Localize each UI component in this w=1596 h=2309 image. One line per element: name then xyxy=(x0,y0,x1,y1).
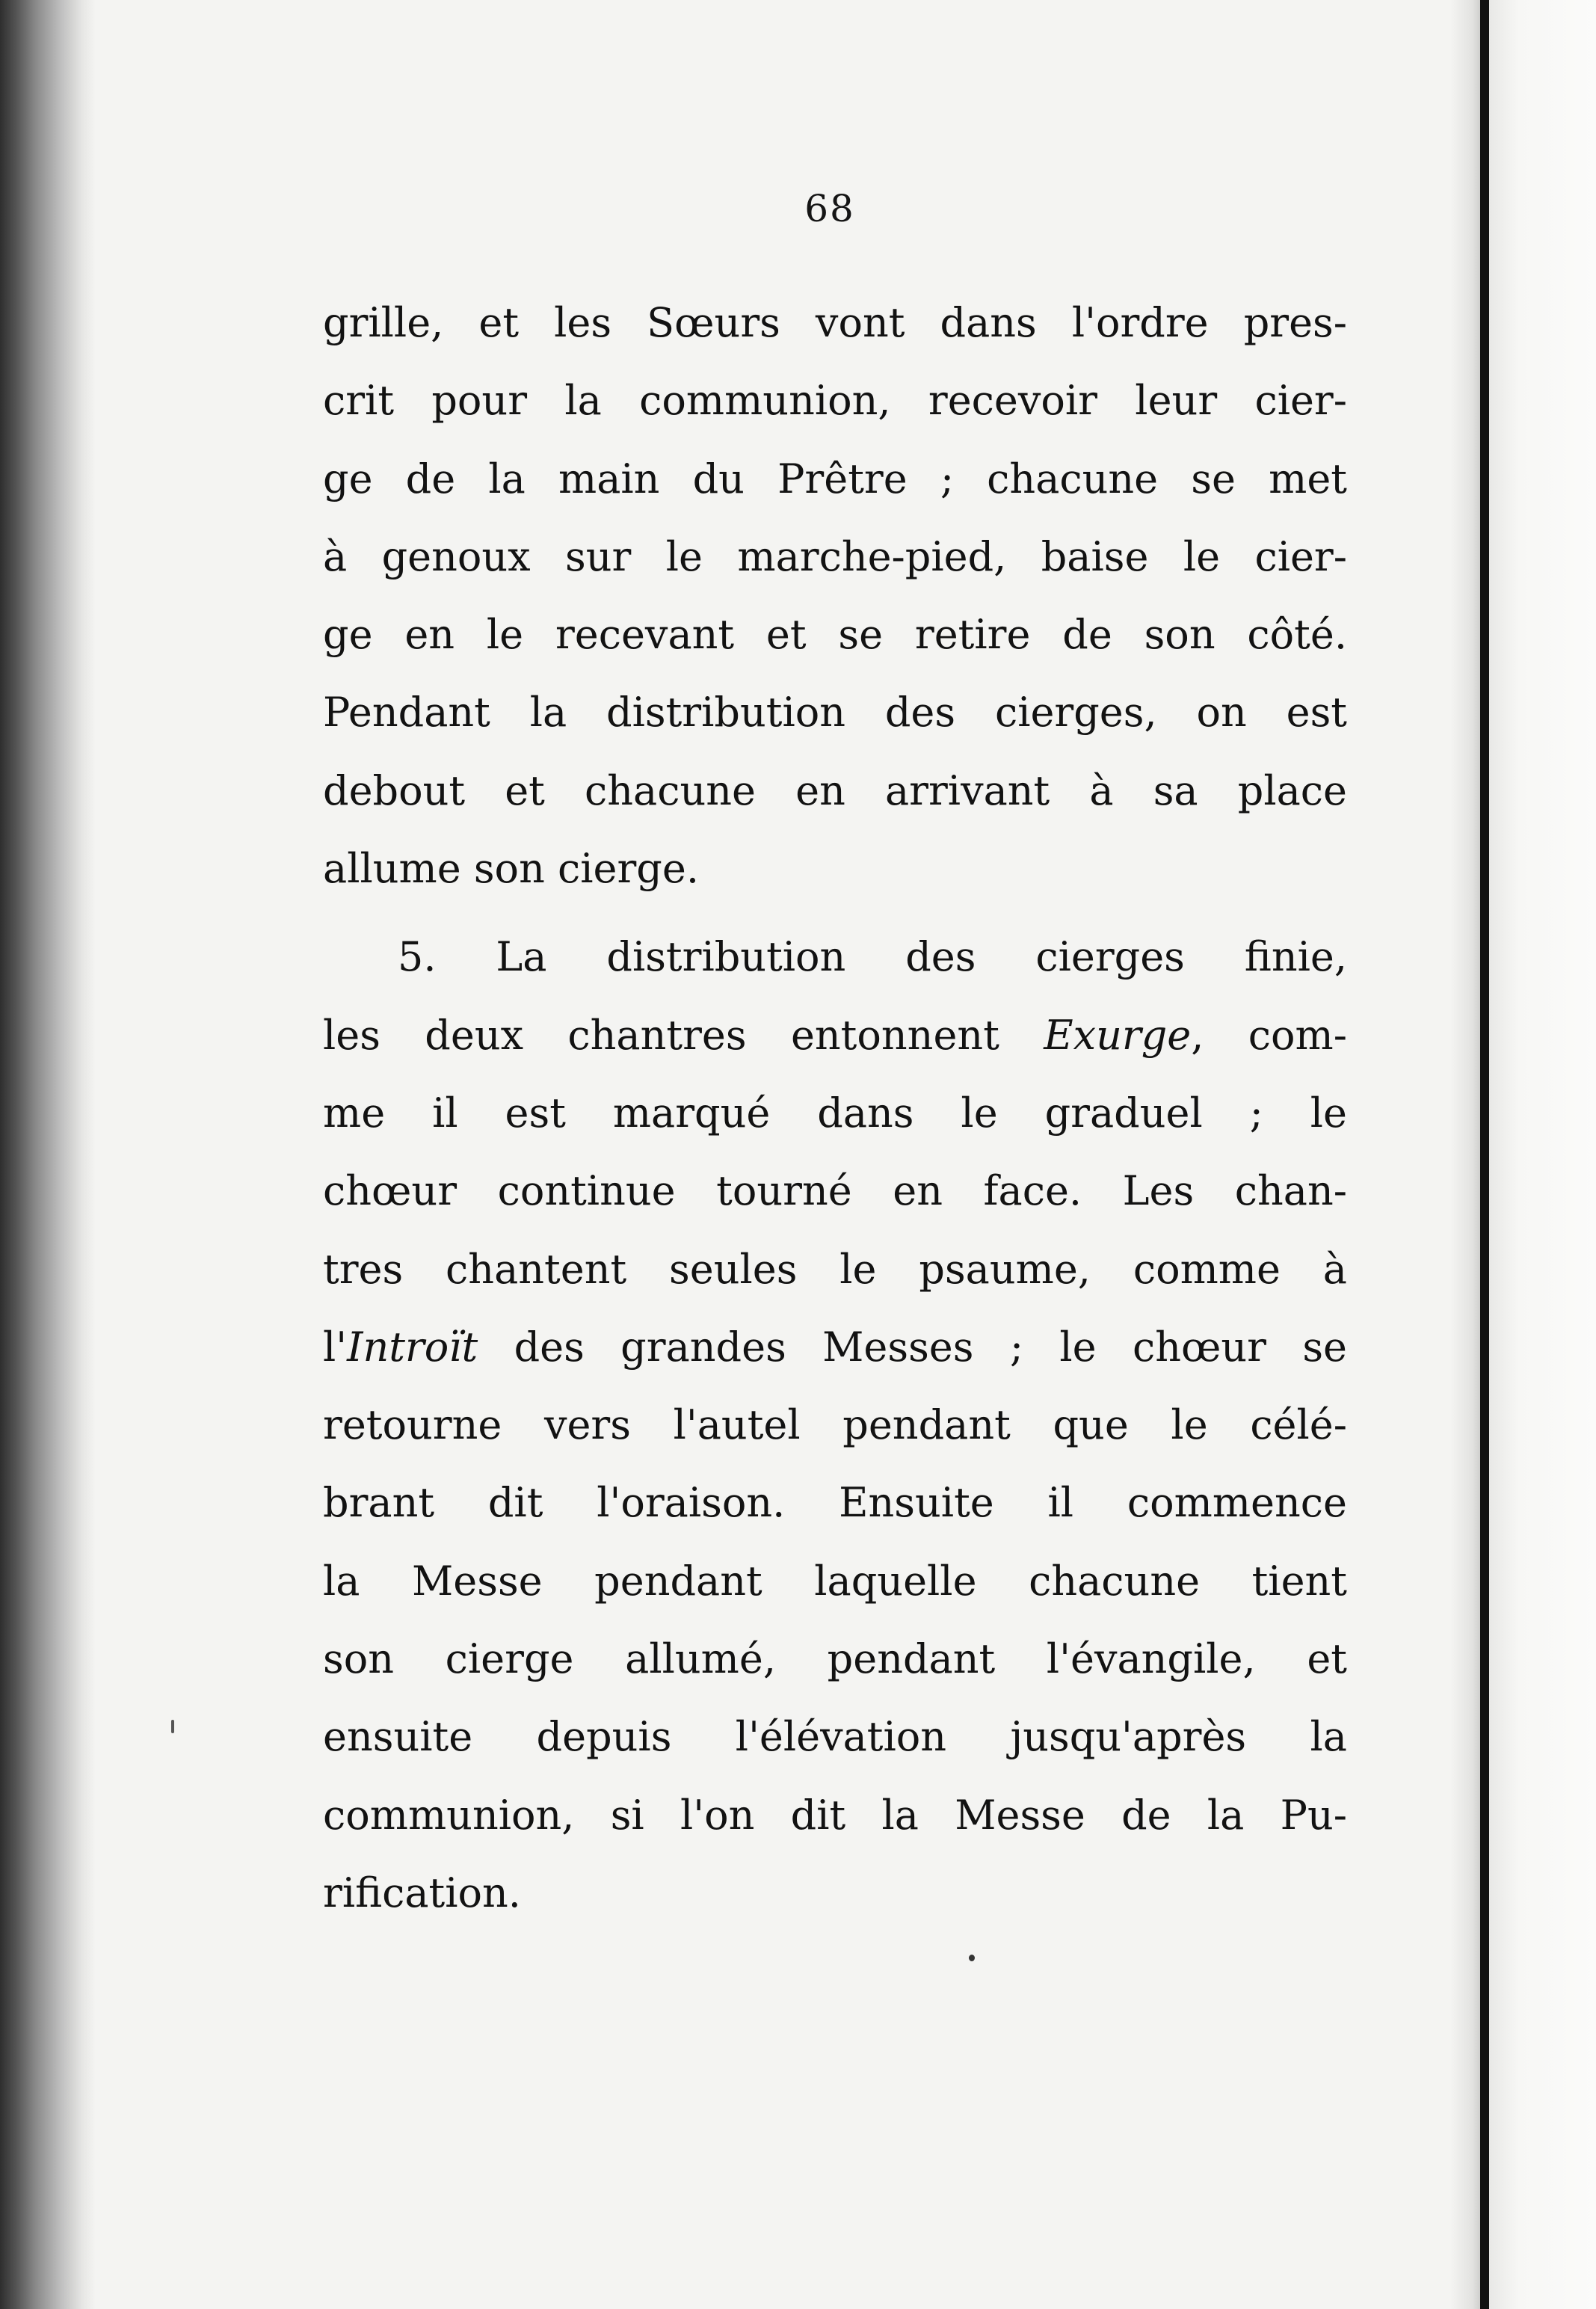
text-line xyxy=(323,1464,1347,1542)
text-line xyxy=(323,440,1347,518)
text-segment: chœur continue tourné en face. Les chan- xyxy=(323,1167,1347,1215)
italic-text: Exurge xyxy=(1044,1011,1192,1059)
text-line xyxy=(323,1620,1347,1698)
text-segment: les deux chantres entonnent xyxy=(323,1011,1044,1059)
scan-right-margin xyxy=(1489,0,1596,2309)
text-segment: la Messe pendant laquelle chacune tient xyxy=(323,1557,1347,1605)
text-line xyxy=(323,596,1347,674)
text-segment: des grandes Messes ; le chœur se xyxy=(478,1323,1347,1371)
text-segment: communion, si l'on dit la Messe de la Pu- xyxy=(323,1791,1347,1839)
text-segment: crit pour la communion, recevoir leur cier- xyxy=(323,377,1347,425)
text-segment: brant dit l'oraison. Ensuite il commence xyxy=(323,1479,1347,1527)
text-segment: , com- xyxy=(1191,1011,1347,1059)
text-segment: allume son cierge. xyxy=(323,845,699,893)
text-line xyxy=(323,1854,1347,1932)
paragraph-gap xyxy=(323,908,1347,918)
text-segment: ge en le recevant et se retire de son côté. xyxy=(323,611,1347,659)
text-line xyxy=(323,674,1347,751)
text-line xyxy=(323,1777,1347,1854)
text-segment: me il est marqué dans le graduel ; le xyxy=(323,1089,1347,1137)
text-segment: 5. La distribution des cierges finie, xyxy=(398,933,1347,981)
text-line xyxy=(323,1074,1347,1152)
text-line xyxy=(323,997,1347,1074)
body-text xyxy=(323,284,1347,1932)
text-line xyxy=(323,1386,1347,1464)
text-line xyxy=(323,1231,1347,1309)
text-segment: retourne vers l'autel pendant que le célé- xyxy=(323,1401,1347,1449)
text-segment: ge de la main du Prêtre ; chacune se met xyxy=(323,455,1347,502)
ink-speck xyxy=(969,1955,975,1961)
text-segment: grille, et les Sœurs vont dans l'ordre pres- xyxy=(323,299,1347,346)
text-segment: l' xyxy=(323,1323,348,1371)
text-segment: tres chantent seules le psaume, comme à xyxy=(323,1245,1347,1293)
text-line xyxy=(323,284,1347,362)
text-line xyxy=(323,752,1347,830)
text-segment: rification. xyxy=(323,1869,521,1916)
page-number: 68 xyxy=(804,187,855,230)
text-segment: Pendant la distribution des cierges, on est xyxy=(323,689,1347,737)
text-line xyxy=(323,830,1347,908)
text-line xyxy=(323,1543,1347,1620)
text-line xyxy=(323,362,1347,440)
text-segment: son cierge allumé, pendant l'évangile, et xyxy=(323,1635,1347,1683)
italic-text: Introït xyxy=(347,1323,478,1371)
text-segment: debout et chacune en arrivant à sa place xyxy=(323,766,1347,814)
text-line xyxy=(323,518,1347,596)
ink-speck xyxy=(171,1720,174,1733)
text-segment: ensuite depuis l'élévation jusqu'après la xyxy=(323,1713,1347,1761)
text-line xyxy=(323,1309,1347,1386)
text-line xyxy=(323,1152,1347,1230)
text-line xyxy=(323,918,1347,996)
page-edge-line xyxy=(1480,0,1489,2309)
text-segment: à genoux sur le marche-pied, baise le cier- xyxy=(323,532,1347,580)
text-line xyxy=(323,1698,1347,1776)
